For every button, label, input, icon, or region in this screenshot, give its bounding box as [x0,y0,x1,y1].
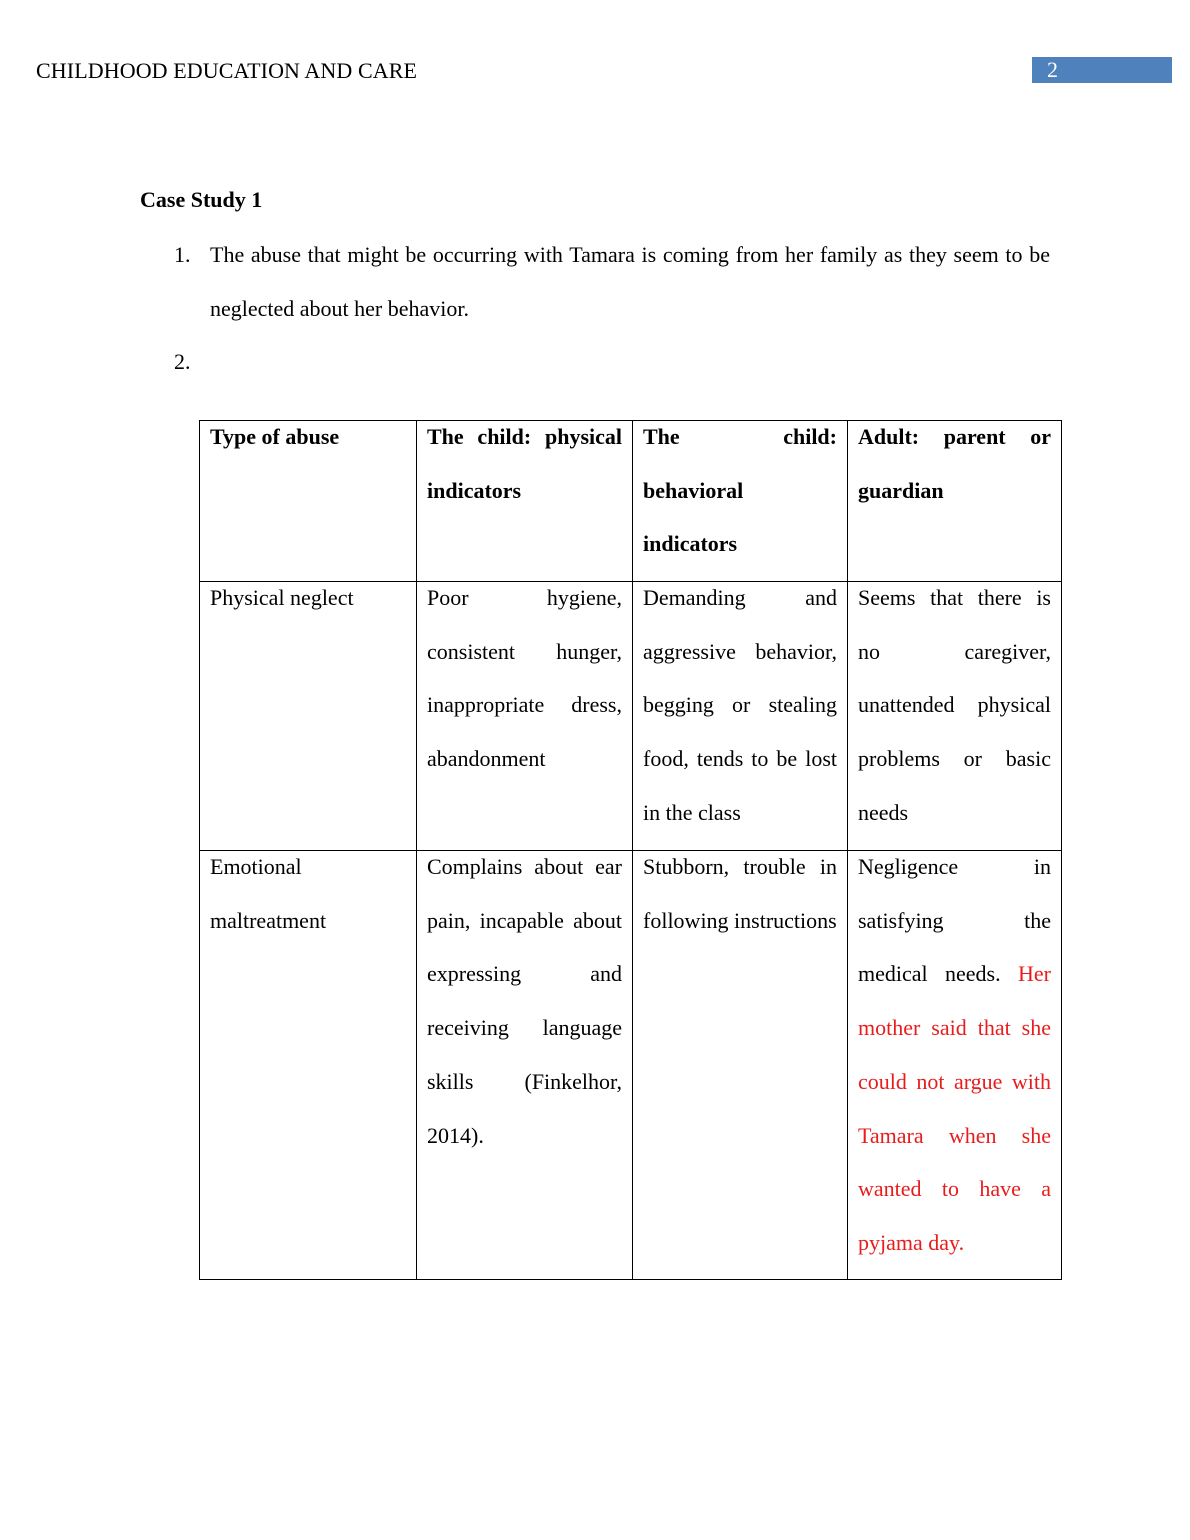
case-study-heading: Case Study 1 [140,187,263,212]
list-marker: 1. [174,242,191,267]
table-cell [633,582,848,851]
cell-type: Physical neglect [210,585,354,610]
cell-adult-highlight: Her mother said that she could not argue with Tamara when she wanted to have a pyjama day. [858,961,1051,1255]
table-cell [848,851,1062,1280]
table-header-cell [200,421,417,582]
cell-adult [858,840,1051,1270]
numbered-list [140,228,1050,389]
table-cell [848,582,1062,851]
page-number-box [1032,57,1172,83]
table-cell [200,582,417,851]
header-behavioral-indicators: The child: behavioral indicators [643,424,837,557]
cell-adult-text: Negligence in satisfying the medical needs. [858,854,1051,987]
table-cell [417,851,633,1280]
table-header-cell [848,421,1062,582]
abuse-indicators-table [199,420,1062,1280]
running-head-title: CHILDHOOD EDUCATION AND CARE [36,58,418,83]
header-physical-indicators: The child: physical indicators [427,424,622,503]
list-item [140,228,1050,335]
table-cell [633,851,848,1280]
page-number: 2 [1047,57,1058,82]
list-marker: 2. [174,349,191,375]
list-item [140,335,1050,389]
cell-physical: Complains about ear pain, incapable about expressing and receiving language skills (Finkelhor, 2014). [427,854,622,1148]
cell-behavioral: Demanding and aggressive behavior, begging or stealing food, tends to be lost in the class [643,585,837,825]
table-header-cell [633,421,848,582]
table-row [200,582,1062,851]
table-header-row [200,421,1062,582]
header-adult-parent-guardian: Adult: parent or guardian [858,424,1051,503]
cell-adult-text: Seems that there is no caregiver, unattended physical problems or basic needs [858,585,1051,825]
table-row [200,851,1062,1280]
cell-type: Emotional maltreatment [210,854,327,933]
list-item-text [210,335,1050,389]
table-header-cell [417,421,633,582]
cell-behavioral: Stubborn, trouble in following instructions [643,854,837,933]
cell-adult [858,571,1051,840]
list-item-text: The abuse that might be occurring with Tamara is coming from her family as they seem to be neglected about her behavior. [210,242,1050,321]
table-cell [200,851,417,1280]
table-cell [417,582,633,851]
cell-physical: Poor hygiene, consistent hunger, inappropriate dress, abandonment [427,585,622,772]
header-type-of-abuse: Type of abuse [210,424,340,449]
